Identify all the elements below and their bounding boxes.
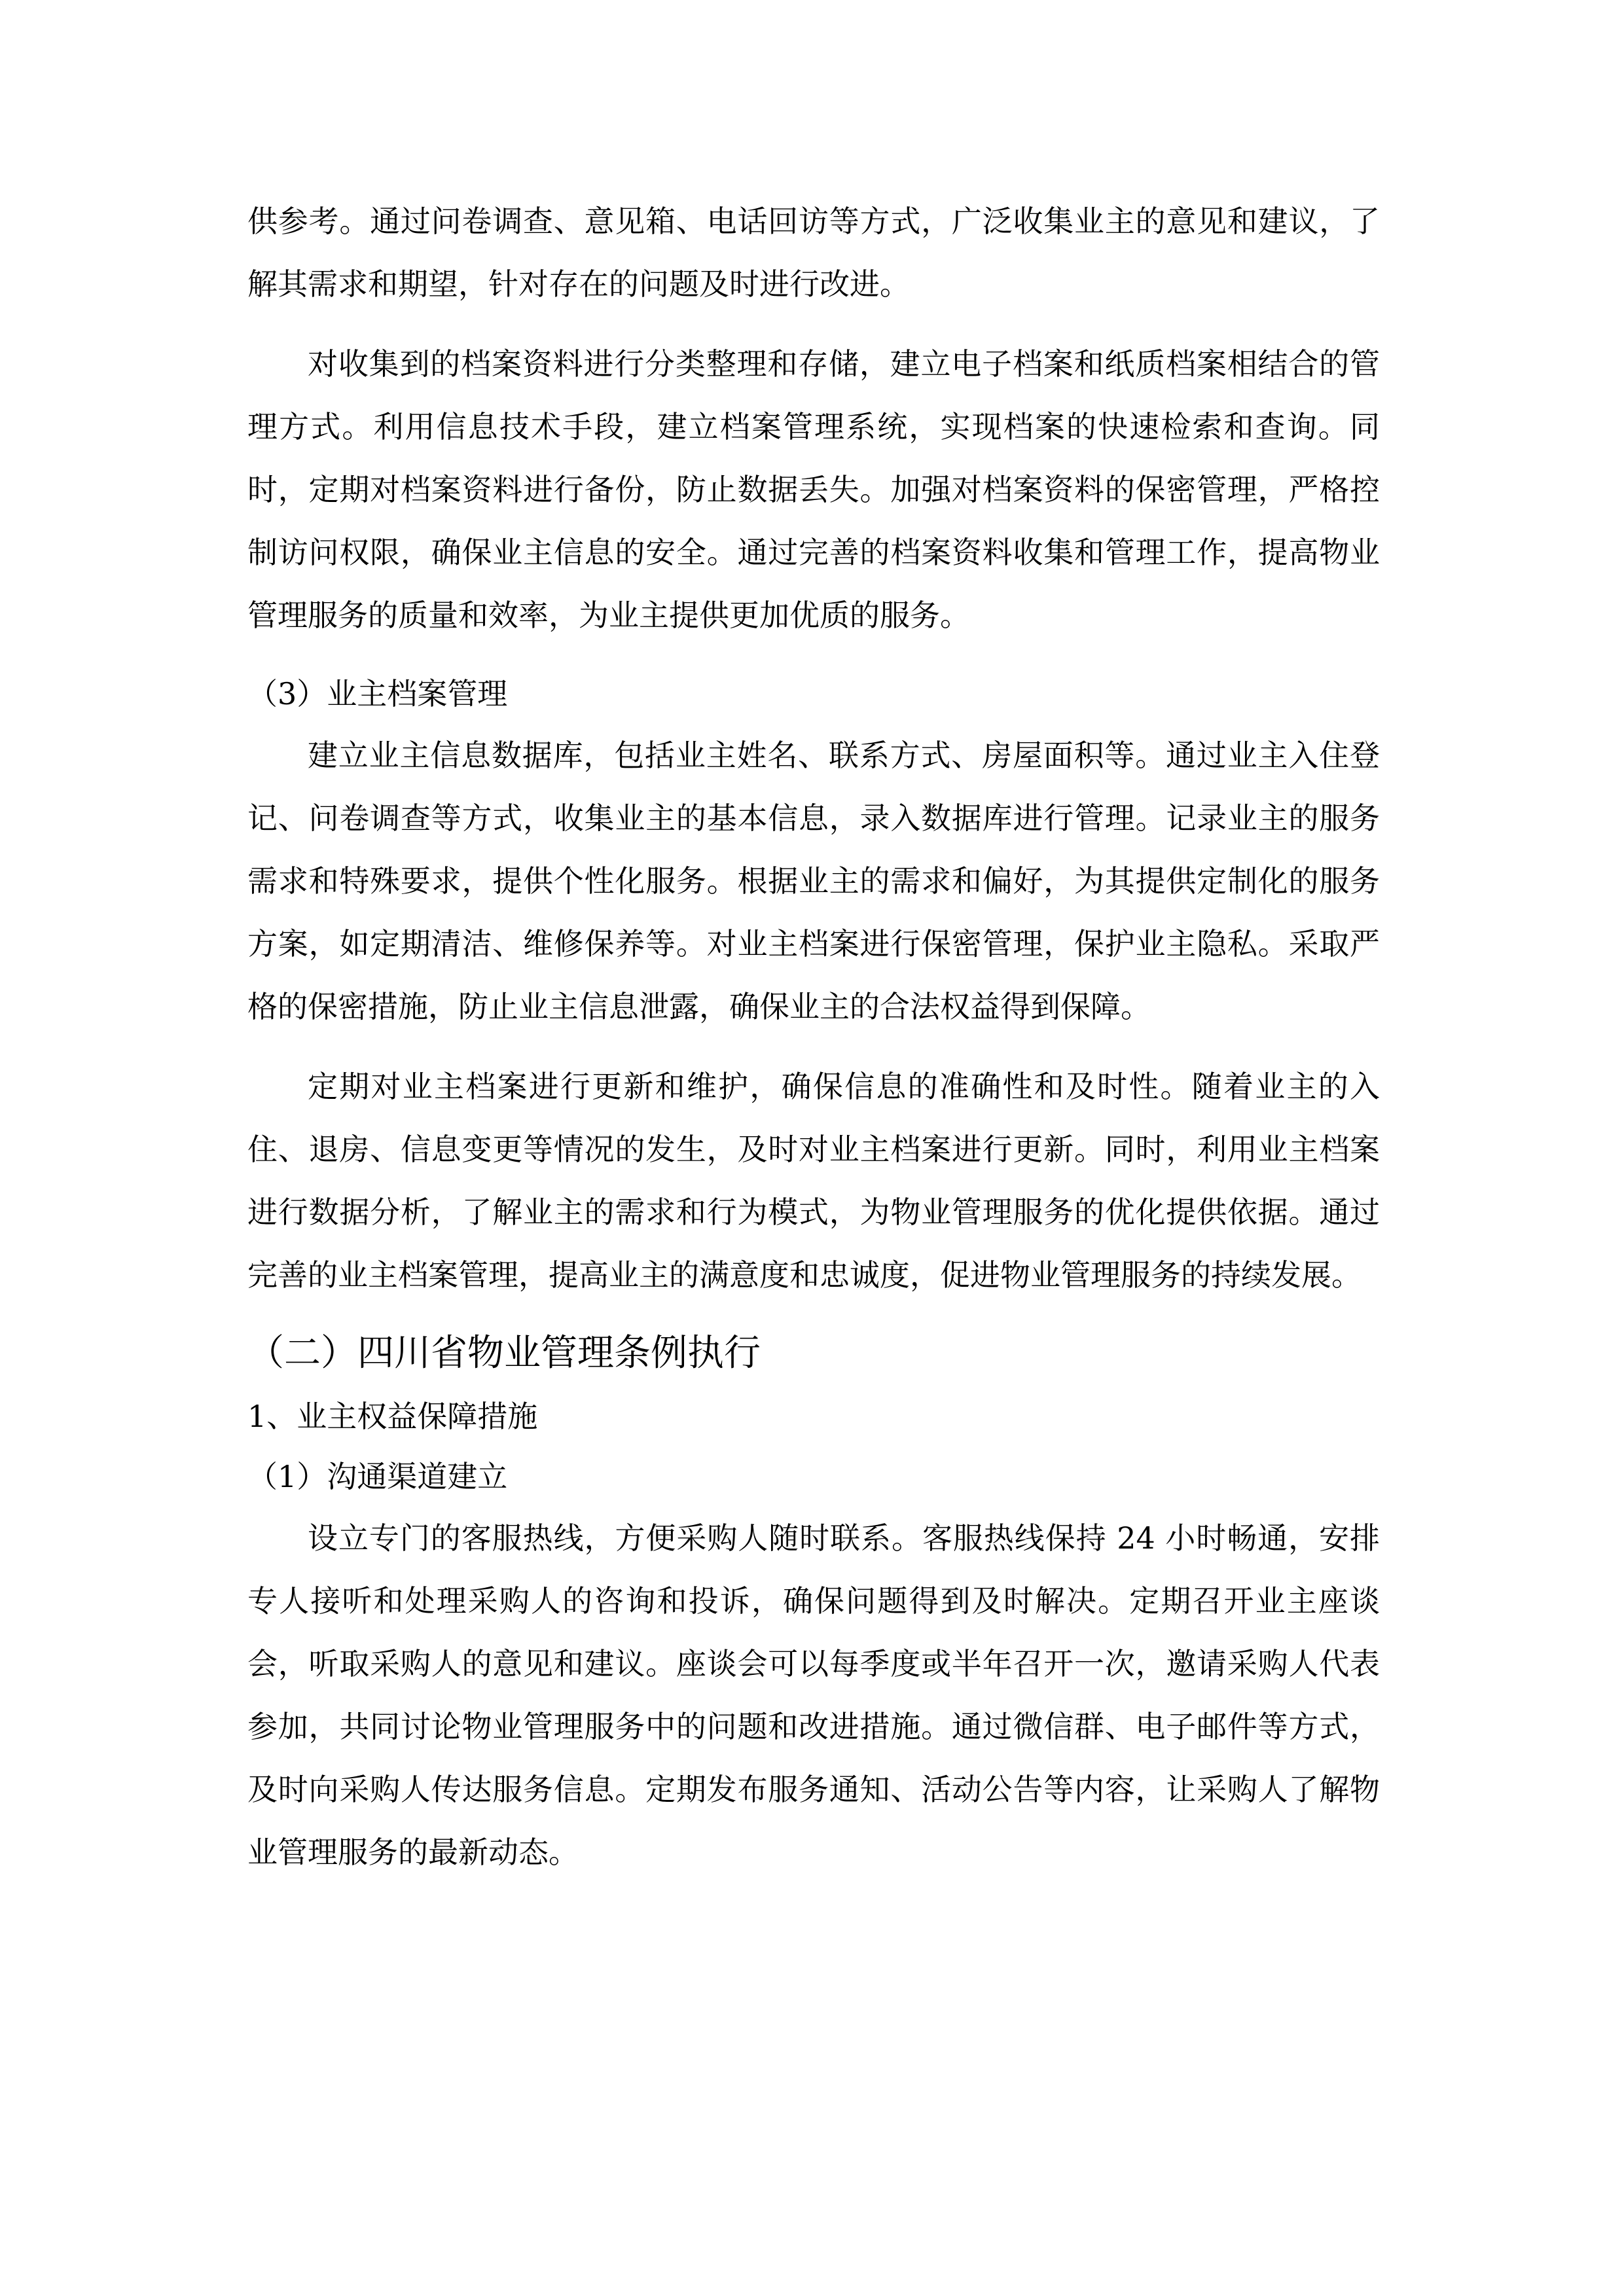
paragraph: 设立专门的客服热线，方便采购人随时联系。客服热线保持 24 小时畅通，安排专人接听和处理采购人的咨询和投诉，确保问题得到及时解决。定期召开业主座谈会，听取采购人的意见和建议。座谈会可以每季度或半年召开一次，邀请采购人代表参加，共同讨论物业管理服务中的问题和改进措施。通过微信群、电子邮件等方式，及时向采购人传达服务信息。定期发布服务通知、活动公告等内容，让采购人了解物业管理服务的最新动态。: [247, 1520, 1380, 1870]
section-heading: （二）四川省物业管理条例执行: [247, 1332, 761, 1374]
paragraph: 对收集到的档案资料进行分类整理和存储，建立电子档案和纸质档案相结合的管理方式。利用信息技术手段，建立档案管理系统，实现档案的快速检索和查询。同时，定期对档案资料进行备份，防止数据丢失。加强对档案资料的保密管理，严格控制访问权限，确保业主信息的安全。通过完善的档案资料收集和管理工作，提高物业管理服务的质量和效率，为业主提供更加优质的服务。: [247, 346, 1380, 633]
paragraph: 供参考。通过问卷调查、意见箱、电话回访等方式，广泛收集业主的意见和建议，了解其需求和期望，针对存在的问题及时进行改进。: [247, 204, 1380, 302]
document-page: [247, 190, 1380, 1884]
paragraph: 建立业主信息数据库，包括业主姓名、联系方式、房屋面积等。通过业主入住登记、问卷调查等方式，收集业主的基本信息，录入数据库进行管理。记录业主的服务需求和特殊要求，提供个性化服务。根据业主的需求和偏好，为其提供定制化的服务方案，如定期清洁、维修保养等。对业主档案进行保密管理，保护业主隐私。采取严格的保密措施，防止业主信息泄露，确保业主的合法权益得到保障。: [247, 738, 1380, 1024]
subsection-heading: （1）沟通渠道建立: [247, 1459, 508, 1494]
paragraph: 定期对业主档案进行更新和维护，确保信息的准确性和及时性。随着业主的入住、退房、信息变更等情况的发生，及时对业主档案进行更新。同时，利用业主档案进行数据分析，了解业主的需求和行为模式，为物业管理服务的优化提供依据。通过完善的业主档案管理，提高业主的满意度和忠诚度，促进物业管理服务的持续发展。: [247, 1069, 1380, 1293]
subsection-heading: （3）业主档案管理: [247, 676, 508, 711]
subsection-heading: 1、业主权益保障措施: [247, 1399, 538, 1434]
